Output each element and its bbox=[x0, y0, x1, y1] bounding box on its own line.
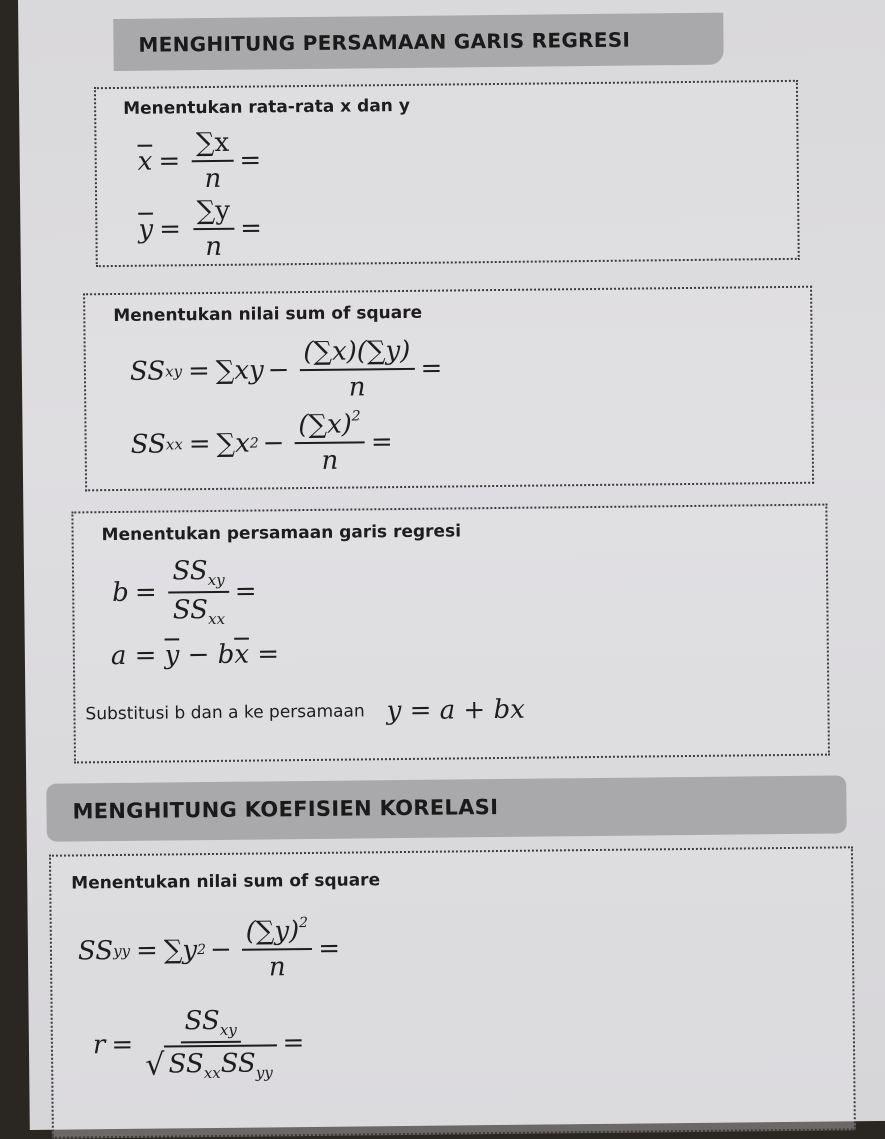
ssxy-lhs: SS bbox=[129, 356, 166, 387]
ssxx-lhs: SS bbox=[130, 428, 166, 460]
r-denominator-b: SS bbox=[220, 1048, 256, 1079]
ssxy-equals: = bbox=[420, 353, 443, 384]
xbar-fraction bbox=[192, 128, 234, 194]
formula-ybar: $\overline{y}$ = $\frac{\sum y}{n}$ = bbox=[138, 195, 263, 263]
r-numerator: SS bbox=[184, 1005, 220, 1037]
a-minus-b: − b bbox=[179, 639, 235, 671]
ssxx-equals: = bbox=[370, 426, 393, 457]
a-xbar: $\overline{x}$ bbox=[234, 639, 250, 670]
ssyy-term-exponent: 2 bbox=[197, 941, 207, 958]
r-lhs: r bbox=[92, 1030, 106, 1061]
ssyy-denominator: n bbox=[268, 952, 286, 983]
section-heading-regresi: MENGHITUNG PERSAMAAN GARIS REGRESI bbox=[138, 27, 631, 57]
r-denominator-a: SS bbox=[168, 1049, 204, 1080]
formula-xbar: $\overline{x}$ = $\frac{\sum x}{n}$ = bbox=[137, 127, 262, 195]
r-fraction bbox=[145, 1005, 277, 1082]
ssyy-lhs: SS bbox=[77, 935, 114, 966]
formula-b: b = $\frac{SS_{xy}}{SS_{xx}}$ = bbox=[112, 556, 257, 629]
b-numerator: SS bbox=[172, 556, 208, 587]
ssyy-numerator-exponent: 2 bbox=[299, 915, 309, 932]
ssxx-numerator-exponent: 2 bbox=[351, 408, 361, 425]
a-equals: = bbox=[248, 639, 280, 670]
ssyy-numerator: (∑y) bbox=[245, 916, 300, 947]
ssxy-fraction bbox=[299, 336, 415, 403]
ssxy-minus: − bbox=[267, 355, 290, 386]
worksheet-paper bbox=[18, 0, 885, 1130]
ssyy-fraction bbox=[241, 915, 312, 983]
formula-r: r = $SS_{xy}$ √ $SS_{xx}SS_{yy}$ = bbox=[92, 1005, 305, 1083]
xbar-denominator: n bbox=[204, 163, 222, 195]
b-fraction bbox=[168, 556, 229, 629]
formula-a bbox=[111, 639, 280, 671]
a-lhs: a = bbox=[110, 640, 165, 672]
ssyy-equals: = bbox=[318, 933, 341, 964]
b-numerator-subscript: xy bbox=[207, 570, 225, 590]
r-numerator-subscript: xy bbox=[219, 1020, 237, 1039]
xbar-symbol: $\overline{x}$ bbox=[137, 146, 153, 177]
ybar-denominator: n bbox=[205, 231, 223, 263]
ssxy-denominator: n bbox=[348, 372, 366, 403]
ssxx-sum-term: ∑x bbox=[216, 428, 250, 459]
box-title-sum-of-square-1: Menentukan nilai sum of square bbox=[113, 302, 423, 327]
b-lhs: b bbox=[112, 577, 130, 609]
xbar-numerator: ∑x bbox=[192, 128, 234, 162]
ssxx-term-exponent: 2 bbox=[249, 435, 259, 452]
r-equals: = bbox=[282, 1028, 305, 1059]
ssyy-minus: − bbox=[209, 934, 233, 965]
r-sqrt: √ $SS_{xx}SS_{yy}$ bbox=[145, 1044, 277, 1082]
ssxx-numerator: (∑x) bbox=[298, 409, 352, 441]
r-denominator-a-subscript: xx bbox=[203, 1063, 221, 1083]
ssyy-lhs-subscript: yy bbox=[113, 941, 131, 960]
ssxx-lhs-subscript: xx bbox=[165, 434, 183, 453]
substitusi-label: Substitusi b dan a ke persamaan bbox=[85, 701, 365, 725]
section-heading-korelasi: MENGHITUNG KOEFISIEN KORELASI bbox=[72, 795, 499, 824]
ybar-equals: = bbox=[239, 213, 263, 244]
a-ybar: $\overline{y}$ bbox=[164, 640, 180, 671]
ssxy-lhs-subscript: xy bbox=[164, 362, 183, 381]
xbar-equals: = bbox=[239, 145, 262, 176]
formula-ssyy: SS yy = ∑y 2 − $\frac{(\sum y)^2}{n}$ = bbox=[77, 915, 341, 983]
box-title-persamaan-regresi: Menentukan persamaan garis regresi bbox=[101, 521, 462, 546]
substitusi-line bbox=[85, 695, 525, 730]
b-denominator-subscript: xx bbox=[208, 609, 226, 629]
formula-ssxy: SS xy = ∑xy − $\frac{(\sum x)(\sum y)}{n}$ = bbox=[129, 335, 443, 403]
box-title-sum-of-square-2: Menentukan nilai sum of square bbox=[71, 870, 381, 894]
ssxx-denominator: n bbox=[321, 445, 339, 476]
formula-ssxx: SS xx = ∑x 2 − $\frac{(\sum x)^2}{n}$ = bbox=[130, 408, 393, 476]
ybar-symbol: $\overline{y}$ bbox=[138, 214, 154, 245]
ssxx-fraction bbox=[294, 408, 365, 476]
box-title-rata-rata: Menentukan rata-rata x dan y bbox=[123, 95, 410, 119]
b-denominator: SS bbox=[172, 595, 209, 626]
ssxy-sum-term: ∑xy bbox=[215, 355, 264, 386]
r-denominator-b-subscript: yy bbox=[255, 1063, 273, 1082]
ssxx-minus: − bbox=[262, 427, 285, 458]
substitusi-expression: y = a + bx bbox=[386, 694, 525, 727]
b-equals: = bbox=[234, 576, 257, 607]
ssyy-sum-term: ∑y bbox=[163, 934, 198, 966]
ybar-numerator: ∑y bbox=[193, 196, 235, 230]
ssxy-numerator: (∑x)(∑y) bbox=[299, 336, 414, 371]
ybar-fraction bbox=[193, 196, 235, 262]
